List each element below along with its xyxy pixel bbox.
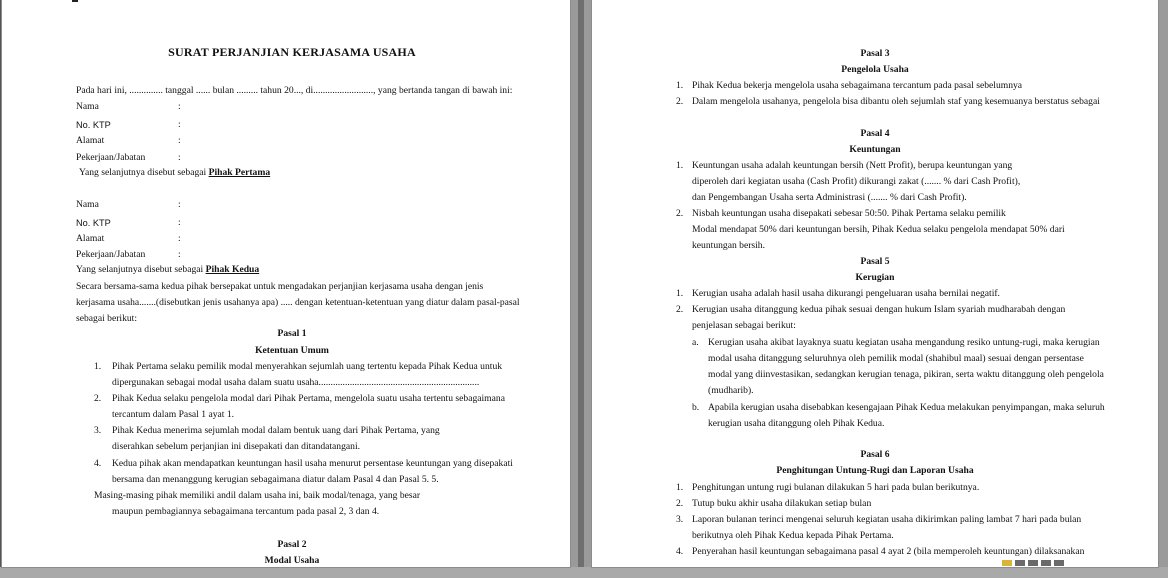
list-item-line: Pihak Kedua selaku pengelola modal dari Pihak Pertama, mengelola suatu usaha tertentu sebagaimana (112, 393, 505, 404)
sublist-item-line: (mudharib). (708, 385, 754, 396)
vertical-scrollbar[interactable] (578, 0, 584, 567)
document-title: SURAT PERJANJIAN KERJASAMA USAHA (168, 45, 416, 59)
draft-icon[interactable] (1054, 560, 1064, 566)
list-item-line: Pihak Pertama selaku pemilik modal menyerahkan sejumlah uang tertentu kepada Pihak Kedua untuk (112, 361, 503, 372)
field-colon: : (178, 101, 181, 112)
field-colon: : (178, 249, 181, 260)
party1-name: Pihak Pertama (208, 167, 271, 178)
list-marker: 3. (676, 514, 684, 525)
list-marker: 3. (94, 425, 102, 436)
list-item-line: Modal mendapat 50% dari keuntungan bersih, Pihak Kedua selaku pengelola mendapat 50% dari (692, 224, 1065, 235)
pasal1-number: Pasal 1 (277, 328, 307, 339)
list-marker: 4. (676, 546, 684, 557)
pasal5-title: Kerugian (855, 272, 895, 283)
print-layout-icon[interactable] (1002, 560, 1012, 566)
agreement-line: sebagai berikut: (76, 313, 138, 324)
list-item-line: Pihak Kedua menerima sejumlah modal dalam bentuk uang dari Pihak Pertama, yang (112, 425, 440, 436)
closing-line: Masing-masing pihak memiliki andil dalam usaha ini, baik modal/tenaga, yang besar (94, 490, 421, 501)
pasal2-title: Modal Usaha (264, 555, 320, 566)
document-page-left (2, 0, 570, 567)
field-colon: : (178, 152, 181, 163)
list-item-line: Tutup buku akhir usaha dilakukan setiap bulan (692, 498, 872, 509)
field-label: Alamat (76, 135, 105, 146)
list-marker: 2. (94, 393, 102, 404)
list-item-line: Kedua pihak akan mendapatkan keuntungan hasil usaha menurut persentase keuntungan yang disepakati (112, 458, 513, 469)
list-marker: 4. (94, 458, 102, 469)
field-colon: : (178, 233, 181, 244)
list-marker: 2. (676, 304, 684, 315)
list-marker: 1. (676, 482, 684, 493)
list-item-line: dipergunakan sebagai modal usaha dalam suatu usaha................................................................... (112, 377, 480, 388)
field-colon: : (178, 217, 181, 228)
party2-name: Pihak Kedua (205, 264, 260, 275)
sublist-marker: a. (692, 337, 699, 348)
field-label: Nama (76, 199, 99, 210)
sublist-item-line: kerugian usaha ditanggung oleh Pihak Kedua. (708, 418, 885, 429)
closing-line: maupun pembagiannya sebagaimana tercantum pada pasal 2, 3 dan 4. (112, 506, 380, 517)
list-marker: 1. (94, 361, 102, 372)
pasal2-number: Pasal 2 (277, 539, 307, 550)
sublist-item-line: modal yang diinvestasikan, sedangkan kerugian tenaga, pikiran, serta waktu ditanggung oleh pengelola (708, 369, 1104, 380)
sublist-item-line: Kerugian usaha akibat layaknya suatu kegiatan usaha mengandung resiko untung-rugi, maka kerugian (708, 337, 1100, 348)
party2-reference: Yang selanjutnya disebut sebagai Pihak Kedua (76, 264, 260, 275)
pasal3-number: Pasal 3 (860, 48, 890, 59)
outline-icon[interactable] (1041, 560, 1051, 566)
document-page-right (592, 0, 1158, 567)
list-item-line: Kerugian usaha ditanggung kedua pihak sesuai dengan hukum Islam syariah mudharabah dengan (692, 304, 1066, 315)
list-item-line: Dalam mengelola usahanya, pengelola bisa dibantu oleh sejumlah staf yang kesemuanya berstatus sebagai (692, 96, 1100, 107)
text-cursor (72, 0, 78, 2)
field-colon: : (178, 199, 181, 210)
list-item-line: Keuntungan usaha adalah keuntungan bersih (Nett Profit), berupa keuntungan yang (692, 160, 1013, 171)
sublist-marker: b. (692, 402, 700, 413)
right-gutter (1158, 0, 1168, 567)
list-item-line: Penyerahan hasil keuntungan sebagaimana pasal 4 ayat 2 (bila memperoleh keuntungan) dilaksanakan (692, 546, 1085, 557)
list-item-line: berikutnya oleh Pihak Kedua kepada Pihak Pertama. (692, 530, 894, 541)
pasal5-number: Pasal 5 (860, 256, 890, 267)
sublist-item-line: modal usaha ditanggung seluruhnya oleh pemilik modal (shahibul maal) sesuai dengan persentase (708, 353, 1084, 364)
agreement-line: Secara bersama-sama kedua pihak bersepakat untuk mengadakan perjanjian kerjasama usaha dengan jenis (76, 281, 484, 292)
full-screen-icon[interactable] (1015, 560, 1025, 566)
field-label: Pekerjaan/Jabatan (76, 249, 146, 260)
list-marker: 2. (676, 96, 684, 107)
pasal4-title: Keuntungan (849, 144, 901, 155)
list-item-line: Nisbah keuntungan usaha disepakati sebesar 50:50. Pihak Pertama selaku pemilik (692, 208, 1006, 219)
list-item-line: keuntungan bersih. (692, 240, 766, 251)
list-marker: 1. (676, 160, 684, 171)
list-item-line: Penghitungan untung rugi bulanan dilakukan 5 hari pada bulan berikutnya. (692, 482, 980, 493)
intro-line: Pada hari ini, .............. tanggal ...... bulan ......... tahun 20..., di........................., yang bertanda tangan di bawah ini: (76, 85, 513, 96)
list-item-line: bersama dan menanggung kerugian sebagaimana diatur dalam Pasal 4 dan Pasal 5. 5. (112, 474, 439, 485)
pasal3-title: Pengelola Usaha (841, 64, 909, 75)
field-label: Alamat (76, 233, 105, 244)
pasal1-title: Ketentuan Umum (255, 345, 329, 356)
field-label: Nama (76, 101, 99, 112)
pasal6-title: Penghitungan Untung-Rugi dan Laporan Usaha (776, 465, 974, 476)
list-marker: 2. (676, 208, 684, 219)
list-item-line: Laporan bulanan terinci mengenai seluruh kegiatan usaha dikirimkan paling lambat 7 hari pada bulan (692, 514, 1082, 525)
agreement-line: kerjasama usaha.......(disebutkan jenis usahanya apa) ..... dengan ketentuan-ketentuan yang diatur dalam pasal-pasal (76, 297, 520, 308)
field-colon: : (178, 119, 181, 130)
sublist-item-line: Apabila kerugian usaha disebabkan kesengajaan Pihak Kedua melakukan penyimpangan, maka seluruh (708, 402, 1105, 413)
party1-reference: Yang selanjutnya disebut sebagai Pihak Pertama (79, 167, 271, 178)
list-marker: 2. (676, 498, 684, 509)
pasal4-number: Pasal 4 (860, 128, 890, 139)
list-item-line: diperoleh dari kegiatan usaha (Cash Profit) dikurangi zakat (....... % dari Cash Profit), (692, 176, 1021, 187)
pasal6-number: Pasal 6 (860, 449, 890, 460)
field-label: No. KTP (76, 218, 111, 228)
list-item-line: dan Pengembangan Usaha serta Administrasi (....... % dari Cash Profit). (692, 192, 967, 203)
status-bar-view-buttons[interactable] (1002, 560, 1152, 567)
list-item-line: Pihak Kedua bekerja mengelola usaha sebagaimana tercantum pada pasal sebelumnya (692, 80, 1023, 91)
field-colon: : (178, 135, 181, 146)
list-item-line: penjelasan sebagai berikut: (692, 320, 796, 331)
field-label: No. KTP (76, 120, 111, 130)
list-item-line: tercantum dalam Pasal 1 ayat 1. (112, 409, 235, 420)
list-marker: 1. (676, 80, 684, 91)
list-item-line: Kerugian usaha adalah hasil usaha dikurangi pengeluaran usaha bernilai negatif. (692, 288, 1000, 299)
web-layout-icon[interactable] (1028, 560, 1038, 566)
field-label: Pekerjaan/Jabatan (76, 152, 146, 163)
list-item-line: diserahkan sebelum perjanjian ini disepakati dan ditandatangani. (112, 441, 361, 452)
list-marker: 1. (676, 288, 684, 299)
